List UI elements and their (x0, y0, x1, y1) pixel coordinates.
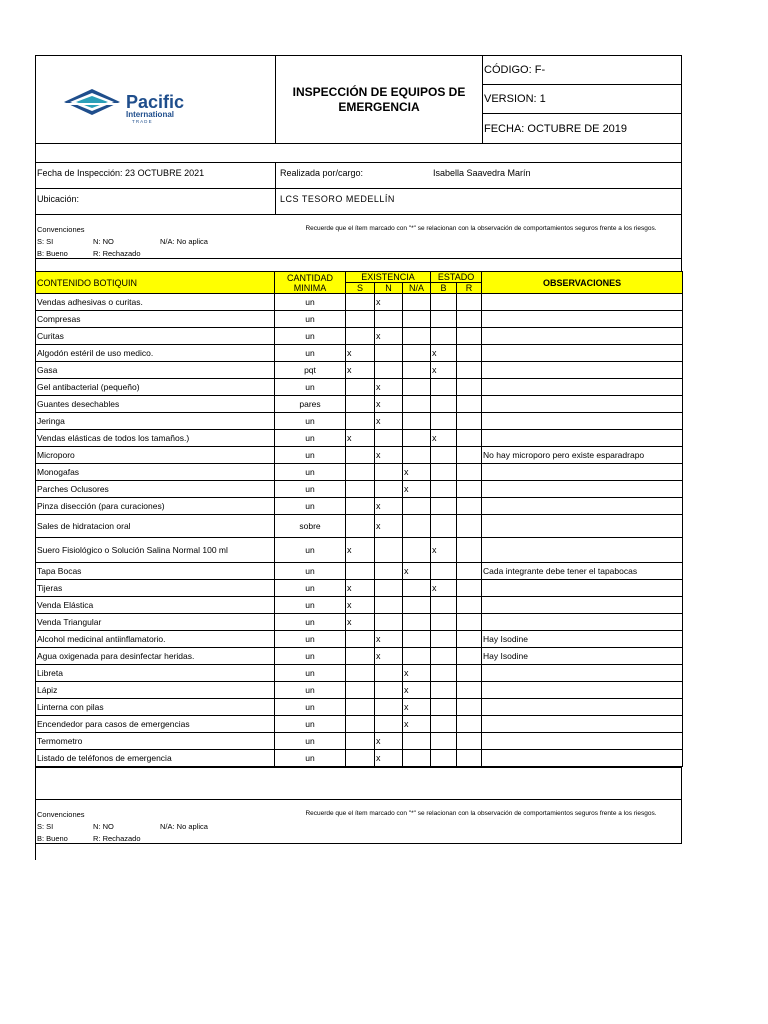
convention-rechazado: R: Rechazado (93, 834, 141, 843)
cell-name: Algodón estéril de uso medico. (36, 345, 275, 362)
cell-na (403, 430, 431, 447)
cell-obs (482, 498, 683, 515)
cell-na: x (403, 563, 431, 580)
cell-na (403, 733, 431, 750)
cell-s (346, 447, 375, 464)
cell-b (431, 447, 457, 464)
cell-name: Libreta (36, 665, 275, 682)
cell-b (431, 311, 457, 328)
cell-n (375, 614, 403, 631)
cell-s (346, 665, 375, 682)
location-row (35, 188, 682, 214)
cell-na (403, 580, 431, 597)
cell-qty: un (275, 447, 346, 464)
cell-b (431, 563, 457, 580)
fecha-inspeccion: Fecha de Inspección: 23 OCTUBRE 2021 (37, 168, 205, 178)
cell-qty: un (275, 345, 346, 362)
cell-qty: un (275, 498, 346, 515)
table-row (36, 538, 683, 563)
table-row (36, 328, 683, 345)
spacer-row (35, 767, 682, 799)
table-row (36, 614, 683, 631)
convention-no: N: NO (93, 237, 114, 246)
cell-qty: sobre (275, 515, 346, 538)
cell-qty: un (275, 665, 346, 682)
cell-n: x (375, 750, 403, 767)
table-row (36, 413, 683, 430)
inspection-sheet (35, 55, 682, 860)
cell-na: x (403, 464, 431, 481)
header-contenido: CONTENIDO BOTIQUIN (36, 272, 275, 294)
cell-b (431, 614, 457, 631)
convention-bueno: B: Bueno (37, 834, 68, 843)
cell-n (375, 563, 403, 580)
cell-qty: un (275, 699, 346, 716)
cell-r (457, 413, 482, 430)
cell-n (375, 464, 403, 481)
cell-name: Parches Oclusores (36, 481, 275, 498)
cell-qty: un (275, 464, 346, 481)
cell-qty: un (275, 379, 346, 396)
cell-b (431, 294, 457, 311)
cell-b (431, 464, 457, 481)
cell-na (403, 362, 431, 379)
logo-sub: International (126, 110, 175, 119)
cell-n: x (375, 328, 403, 345)
conventions-note: Recuerde que el ítem marcado con "*" se relacionan con la observación de comportamientos seguros frente a los riesgos. (305, 810, 657, 817)
cell-s (346, 563, 375, 580)
cell-obs: Hay Isodine (482, 648, 683, 665)
cell-r (457, 563, 482, 580)
cell-obs (482, 396, 683, 413)
cell-name: Linterna con pilas (36, 699, 275, 716)
cell-s (346, 716, 375, 733)
cell-obs (482, 481, 683, 498)
cell-r (457, 430, 482, 447)
cell-n: x (375, 648, 403, 665)
cell-b (431, 750, 457, 767)
cell-n (375, 682, 403, 699)
cell-qty: un (275, 716, 346, 733)
cell-r (457, 716, 482, 733)
cell-s: x (346, 345, 375, 362)
cell-qty: un (275, 481, 346, 498)
cell-s: x (346, 362, 375, 379)
cell-na (403, 447, 431, 464)
logo-text: Pacific (126, 92, 185, 112)
cell-n (375, 699, 403, 716)
cell-na: x (403, 699, 431, 716)
cell-r (457, 580, 482, 597)
cell-obs: No hay microporo pero existe esparadrapo (482, 447, 683, 464)
cell-na: x (403, 682, 431, 699)
cell-na (403, 515, 431, 538)
convention-na: N/A: No aplica (160, 822, 208, 831)
cell-b: x (431, 345, 457, 362)
cell-r (457, 311, 482, 328)
cell-obs (482, 682, 683, 699)
cell-n: x (375, 733, 403, 750)
ubicacion-value: LCS TESORO MEDELLÍN (280, 194, 395, 204)
cell-r (457, 328, 482, 345)
cell-r (457, 481, 482, 498)
cell-obs (482, 362, 683, 379)
version-field: VERSION: 1 (483, 85, 681, 114)
cell-r (457, 597, 482, 614)
cell-name: Compresas (36, 311, 275, 328)
cell-na (403, 311, 431, 328)
cell-obs (482, 379, 683, 396)
cell-na (403, 396, 431, 413)
cell-obs (482, 464, 683, 481)
cell-r (457, 515, 482, 538)
logo-trade: T R A D E (132, 119, 152, 124)
botiquin-table (35, 271, 683, 767)
cell-obs (482, 294, 683, 311)
cell-s (346, 396, 375, 413)
cell-na (403, 413, 431, 430)
cell-b (431, 682, 457, 699)
cell-n (375, 665, 403, 682)
cell-s: x (346, 580, 375, 597)
table-row (36, 580, 683, 597)
cell-name: Jeringa (36, 413, 275, 430)
cell-r (457, 665, 482, 682)
cell-s: x (346, 538, 375, 563)
cell-na (403, 498, 431, 515)
header-existencia: EXISTENCIA (346, 272, 431, 283)
cell-n (375, 430, 403, 447)
cell-obs (482, 430, 683, 447)
cell-na (403, 345, 431, 362)
cell-n (375, 580, 403, 597)
header-s: S (346, 283, 375, 294)
cell-r (457, 379, 482, 396)
table-header-row (36, 272, 683, 283)
table-row (36, 716, 683, 733)
cell-qty: un (275, 597, 346, 614)
cell-name: Microporo (36, 447, 275, 464)
cell-r (457, 464, 482, 481)
cell-obs (482, 515, 683, 538)
cell-qty: un (275, 733, 346, 750)
convention-na: N/A: No aplica (160, 237, 208, 246)
cell-name: Agua oxigenada para desinfectar heridas. (36, 648, 275, 665)
cell-b (431, 515, 457, 538)
cell-s (346, 481, 375, 498)
cell-n: x (375, 379, 403, 396)
document-header (35, 55, 682, 143)
cell-na: x (403, 716, 431, 733)
table-row (36, 430, 683, 447)
cell-qty: un (275, 648, 346, 665)
conventions-title: Convenciones (37, 810, 85, 819)
realizada-value: Isabella Saavedra Marín (433, 168, 531, 178)
convention-rechazado: R: Rechazado (93, 249, 141, 258)
cell-qty: un (275, 750, 346, 767)
cell-n (375, 597, 403, 614)
cell-s (346, 682, 375, 699)
cell-qty: un (275, 614, 346, 631)
header-na: N/A (403, 283, 431, 294)
header-b: B (431, 283, 457, 294)
cell-r (457, 750, 482, 767)
document-meta (483, 56, 681, 143)
cell-r (457, 699, 482, 716)
cell-s (346, 294, 375, 311)
cell-na: x (403, 481, 431, 498)
table-row (36, 379, 683, 396)
cell-qty: un (275, 311, 346, 328)
cell-obs (482, 597, 683, 614)
ubicacion-label: Ubicación: (37, 194, 80, 204)
codigo-field: CÓDIGO: F- (483, 56, 681, 85)
table-row (36, 396, 683, 413)
cell-b (431, 498, 457, 515)
cell-b (431, 648, 457, 665)
table-row (36, 311, 683, 328)
cell-name: Venda Elástica (36, 597, 275, 614)
header-estado: ESTADO (431, 272, 482, 283)
convention-si: S: SI (37, 237, 54, 246)
cell-s (346, 311, 375, 328)
cell-n (375, 481, 403, 498)
cell-name: Venda Triangular (36, 614, 275, 631)
cell-name: Gasa (36, 362, 275, 379)
table-row (36, 362, 683, 379)
cell-b (431, 716, 457, 733)
cell-r (457, 538, 482, 563)
cell-qty: un (275, 430, 346, 447)
cell-na (403, 631, 431, 648)
cell-qty: un (275, 682, 346, 699)
cell-obs (482, 750, 683, 767)
cell-name: Termometro (36, 733, 275, 750)
conventions-note: Recuerde que el ítem marcado con "*" se relacionan con la observación de comportamientos seguros frente a los riesgos. (305, 225, 657, 232)
cell-n (375, 311, 403, 328)
table-row (36, 682, 683, 699)
cell-s (346, 328, 375, 345)
cell-na (403, 538, 431, 563)
convention-si: S: SI (37, 822, 54, 831)
cell-qty: un (275, 631, 346, 648)
cell-s (346, 733, 375, 750)
cell-s (346, 464, 375, 481)
cell-s (346, 648, 375, 665)
cell-r (457, 498, 482, 515)
table-row (36, 464, 683, 481)
cell-n: x (375, 515, 403, 538)
table-row (36, 294, 683, 311)
cell-b: x (431, 538, 457, 563)
table-row (36, 631, 683, 648)
table-row (36, 750, 683, 767)
cell-qty: un (275, 580, 346, 597)
cell-obs: Cada integrante debe tener el tapabocas (482, 563, 683, 580)
cell-n: x (375, 294, 403, 311)
cell-s (346, 750, 375, 767)
cell-s (346, 515, 375, 538)
cell-s (346, 498, 375, 515)
convention-no: N: NO (93, 822, 114, 831)
cell-name: Pinza disección (para curaciones) (36, 498, 275, 515)
spacer-row (35, 258, 682, 271)
cell-r (457, 648, 482, 665)
table-row (36, 345, 683, 362)
cell-r (457, 294, 482, 311)
cell-r (457, 631, 482, 648)
cell-b (431, 396, 457, 413)
cell-n: x (375, 396, 403, 413)
cell-na (403, 614, 431, 631)
cell-name: Tapa Bocas (36, 563, 275, 580)
cell-b: x (431, 580, 457, 597)
cell-na (403, 294, 431, 311)
cell-name: Listado de teléfonos de emergencia (36, 750, 275, 767)
cell-r (457, 447, 482, 464)
cell-qty: pqt (275, 362, 346, 379)
table-row (36, 447, 683, 464)
header-observaciones: OBSERVACIONES (482, 272, 683, 294)
cell-s (346, 699, 375, 716)
cell-qty: un (275, 328, 346, 345)
cell-b (431, 733, 457, 750)
cell-name: Vendas elásticas de todos los tamaños.) (36, 430, 275, 447)
cell-qty: pares (275, 396, 346, 413)
cell-name: Curitas (36, 328, 275, 345)
cell-na (403, 379, 431, 396)
inspection-info-row (35, 162, 682, 188)
table-row (36, 498, 683, 515)
cell-n (375, 362, 403, 379)
cell-s (346, 631, 375, 648)
cell-name: Encendedor para casos de emergencias (36, 716, 275, 733)
cell-obs (482, 716, 683, 733)
cell-na (403, 648, 431, 665)
cell-name: Sales de hidratacion oral (36, 515, 275, 538)
cell-qty: un (275, 563, 346, 580)
cell-b (431, 665, 457, 682)
cell-qty: un (275, 413, 346, 430)
cell-name: Gel antibacterial (pequeño) (36, 379, 275, 396)
cell-n (375, 716, 403, 733)
table-row (36, 648, 683, 665)
header-cantidad: CANTIDAD MINIMA (275, 272, 346, 294)
cell-obs (482, 665, 683, 682)
pacific-logo-icon (36, 56, 275, 143)
cell-name: Monogafas (36, 464, 275, 481)
realizada-label: Realizada por/cargo: (280, 168, 364, 178)
cell-na (403, 597, 431, 614)
cell-b (431, 413, 457, 430)
cell-r (457, 682, 482, 699)
table-row (36, 563, 683, 580)
conventions-title: Convenciones (37, 225, 85, 234)
cell-b (431, 631, 457, 648)
cell-name: Vendas adhesivas o curitas. (36, 294, 275, 311)
cell-obs (482, 538, 683, 563)
cell-n: x (375, 631, 403, 648)
table-row (36, 515, 683, 538)
header-n: N (375, 283, 403, 294)
table-row (36, 733, 683, 750)
cell-obs (482, 580, 683, 597)
cell-obs (482, 345, 683, 362)
cell-name: Lápiz (36, 682, 275, 699)
cell-n: x (375, 447, 403, 464)
fecha-field: FECHA: OCTUBRE DE 2019 (484, 122, 628, 135)
cell-obs (482, 699, 683, 716)
table-row (36, 481, 683, 498)
table-row (36, 665, 683, 682)
convention-bueno: B: Bueno (37, 249, 68, 258)
cell-n: x (375, 413, 403, 430)
cell-na (403, 328, 431, 345)
cell-obs (482, 614, 683, 631)
cell-s (346, 413, 375, 430)
cell-n (375, 538, 403, 563)
cell-b: x (431, 362, 457, 379)
cell-r (457, 396, 482, 413)
cell-b (431, 481, 457, 498)
cell-na (403, 750, 431, 767)
cell-n (375, 345, 403, 362)
cell-s (346, 379, 375, 396)
sheet-bottom-edge (35, 843, 682, 860)
spacer-row (35, 143, 682, 162)
cell-obs (482, 413, 683, 430)
cell-n: x (375, 498, 403, 515)
cell-b (431, 379, 457, 396)
cell-name: Guantes desechables (36, 396, 275, 413)
header-r: R (457, 283, 482, 294)
cell-b (431, 699, 457, 716)
cell-qty: un (275, 294, 346, 311)
table-row (36, 597, 683, 614)
cell-s: x (346, 614, 375, 631)
cell-b: x (431, 430, 457, 447)
cell-qty: un (275, 538, 346, 563)
conventions-block (35, 214, 682, 258)
cell-obs (482, 311, 683, 328)
cell-obs: Hay Isodine (482, 631, 683, 648)
cell-r (457, 614, 482, 631)
cell-r (457, 733, 482, 750)
cell-name: Suero Fisiológico o Solución Salina Normal 100 ml (36, 538, 275, 563)
cell-b (431, 328, 457, 345)
document-title: INSPECCIÓN DE EQUIPOS DE EMERGENCIA (276, 56, 483, 143)
table-row (36, 699, 683, 716)
cell-r (457, 362, 482, 379)
conventions-block-bottom (35, 799, 682, 843)
cell-na: x (403, 665, 431, 682)
cell-obs (482, 733, 683, 750)
cell-b (431, 597, 457, 614)
cell-r (457, 345, 482, 362)
cell-name: Tijeras (36, 580, 275, 597)
company-logo (36, 56, 276, 143)
cell-s: x (346, 597, 375, 614)
cell-s: x (346, 430, 375, 447)
cell-obs (482, 328, 683, 345)
table-body (36, 294, 683, 767)
cell-name: Alcohol medicinal antiinflamatorio. (36, 631, 275, 648)
